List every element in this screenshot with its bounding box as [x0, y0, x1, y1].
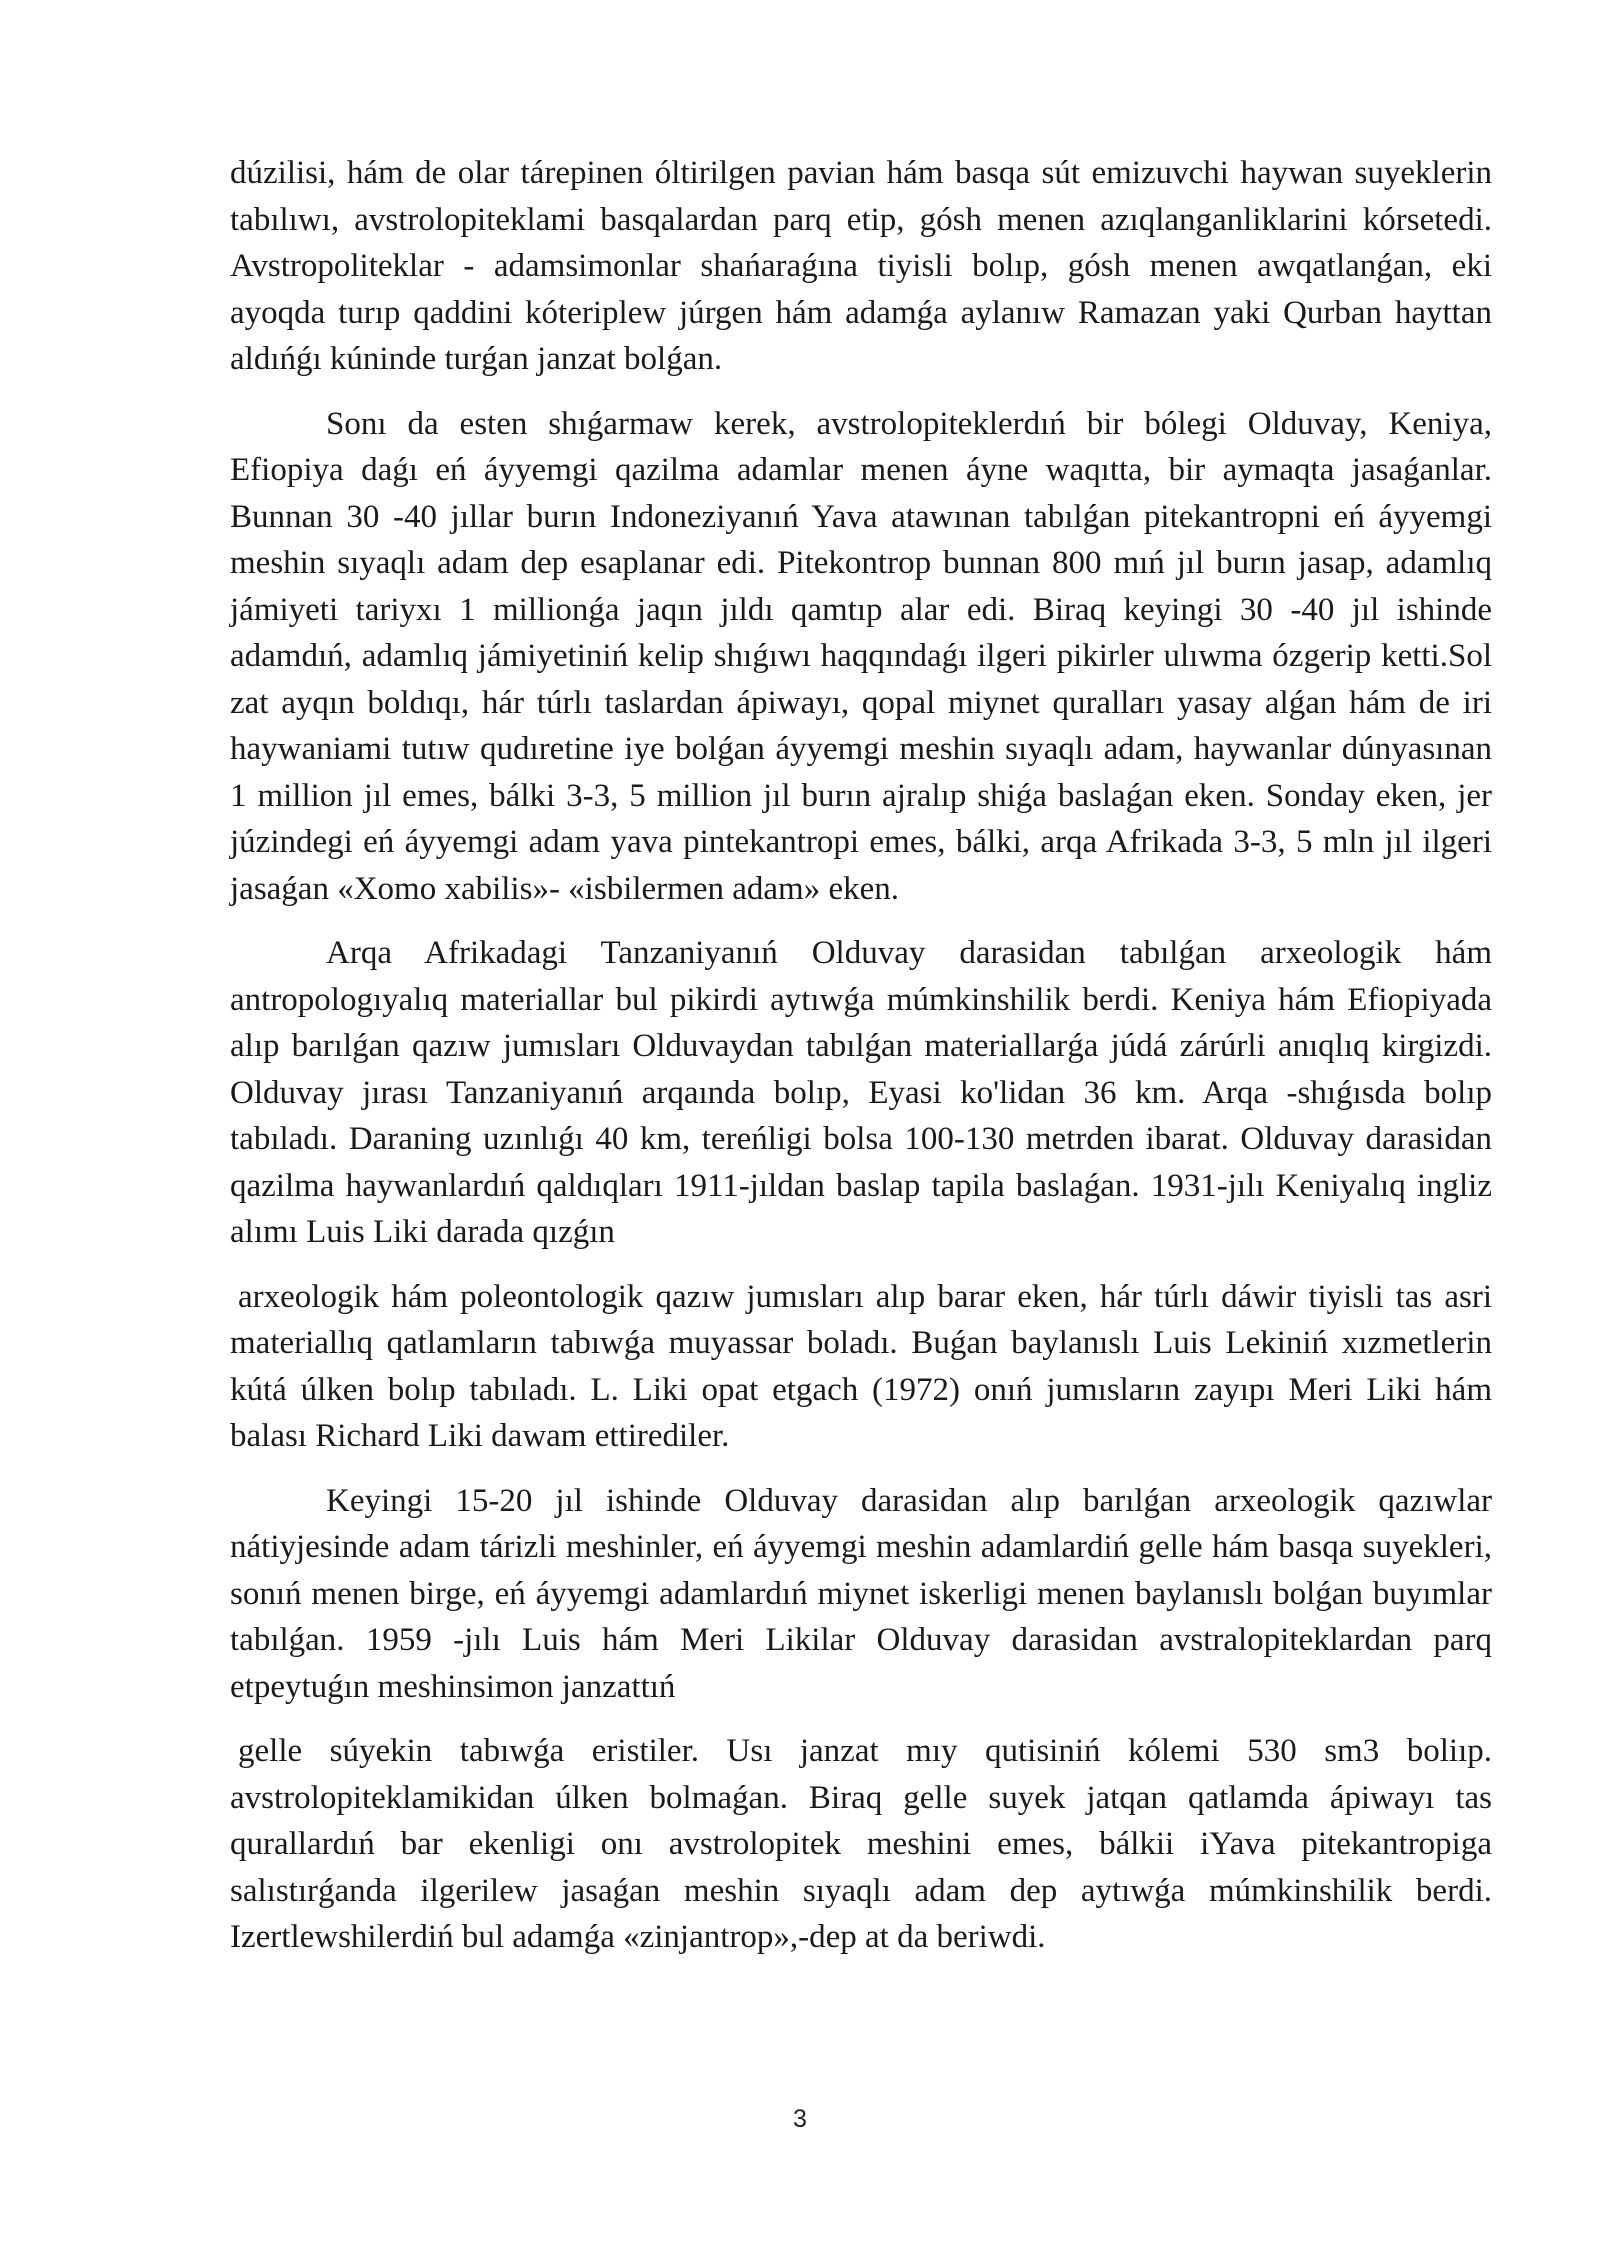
paragraph-gap [230, 1710, 1492, 1728]
paragraph-gap [230, 1256, 1492, 1274]
paragraph-3: Arqa Afrikadagi Tanzaniyanıń Olduvay darasidan tabılǵan arxeologik hám antropologıyalıq materiallar bul pikirdi aytıwǵa múmkinshilik berdi. Keniya hám Efiopiyada alıp barılǵan qazıw jumısları Olduvaydan tabılǵan materiallarǵa júdá zárúrli anıqlıq kirgizdi. Olduvay jırası Tanzaniyanıń arqaında bolıp, Eyasi ko'lidan 36 km. Arqa -shıǵısda bolıp tabıladı. Daraning uzınlıǵı 40 km, tereńligi bolsa 100-130 metrden ibarat. Olduvay darasidan qazilma haywanlardıń qaldıqları 1911-jıldan baslap tapila baslaǵan. 1931-jılı Keniyalıq ingliz alımı Luis Liki darada qızǵın [230, 935, 1492, 1250]
page-number: 3 [793, 2105, 807, 2133]
paragraph-2: Sonı da esten shıǵarmaw kerek, avstrolopiteklerdıń bir bólegi Olduvay, Keniya, Efiopiya daǵı eń áyyemgi qazilma adamlar menen áyne waqıtta, bir aymaqta jasaǵanlar. Bunnan 30 -40 jıllar burın Indoneziyanıń Yava atawınan tabılǵan pitekantropni eń áyyemgi meshin sıyaqlı adam dep esaplanar edi. Pitekontrop bunnan 800 mıń jıl burın jasap, adamlıq jámiyeti tariyxı 1 millionǵa jaqın jıldı qamtıp alar edi. Biraq keyingi 30 -40 jıl ishinde adamdıń, adamlıq jámiyetiniń kelip shıǵıwı haqqındaǵı ilgeri pikirler ulıwma ózgerip ketti.Sol zat ayqın boldıqı, hár túrlı taslardan ápiwayı, qopal miynet quralları yasay alǵan hám de iri haywaniami tutıw qudıretine iye bolǵan áyyemgi meshin sıyaqlı adam, haywanlar dúnyasınan 1 million jıl emes, bálki 3-3, 5 million jıl burın ajralıp shiǵa baslaǵan eken. Sonday eken, jer júzindegi eń áyyemgi adam yava pintekantropi emes, bálki, arqa Afrikada 3-3, 5 mln jıl ilgeri jasaǵan «Xomo xabilis»- «isbilermen adam» eken. [230, 405, 1492, 907]
paragraph-gap [230, 1460, 1492, 1478]
paragraph-6: gelle súyekin tabıwǵa eristiler. Usı janzat mıy qutisiniń kólemi 530 sm3 boliıp. avstrolopiteklamikidan úlken bolmaǵan. Biraq gelle suyek jatqan qatlamda ápiwayı tas qurallardıń bar ekenligi onı avstrolopitek meshini emes, bálkii iYava pitekantropiga salıstırǵanda ilgerilew jasaǵan meshin sıyaqlı adam dep aytıwǵa múmkinshilik berdi. Izertlewshilerdiń bul adamǵa «zinjantrop»,-dep at da beriwdi. [230, 1733, 1492, 1955]
paragraph-4: arxeologik hám poleontologik qazıw jumısları alıp barar eken, hár túrlı dáwir tiyisli tas asri materiallıq qatlamların tabıwǵa muyassar boladı. Buǵan baylanıslı Luis Lekiniń xızmetlerin kútá úlken bolıp tabıladı. L. Liki opat etgach (1972) onıń jumısların zayıpı Meri Liki hám balası Richard Liki dawam ettirediler. [230, 1278, 1492, 1454]
paragraph-gap [230, 383, 1492, 401]
paragraph-1: dúzilisi, hám de olar tárepinen óltirilgen pavian hám basqa sút emizuvchi haywan suyeklerin tabılıwı, avstrolopiteklami basqalardan parq etip, gósh menen azıqlanganliklarini kórsetedi. Avstropoliteklar - adamsimonlar shańaraǵına tiyisli bolıp, gósh menen awqatlanǵan, eki ayoqda turıp qaddini kóteriplew júrgen hám adamǵa aylanıw Ramazan yaki Qurban hayttan aldıńǵı kúninde turǵan janzat bolǵan. [230, 155, 1492, 377]
document-page [230, 150, 1492, 1961]
paragraph-gap [230, 912, 1492, 930]
paragraph-5: Keyingi 15-20 jıl ishinde Olduvay darasidan alıp barılǵan arxeologik qazıwlar nátiyjesinde adam tárizli meshinler, eń áyyemgi meshin adamlardiń gelle hám basqa suyekleri, sonıń menen birge, eń áyyemgi adamlardıń miynet iskerligi menen baylanıslı bolǵan buyımlar tabılǵan. 1959 -jılı Luis hám Meri Likilar Olduvay darasidan avstralopiteklardan parq etpeytuǵın meshinsimon janzattıń [230, 1482, 1492, 1705]
